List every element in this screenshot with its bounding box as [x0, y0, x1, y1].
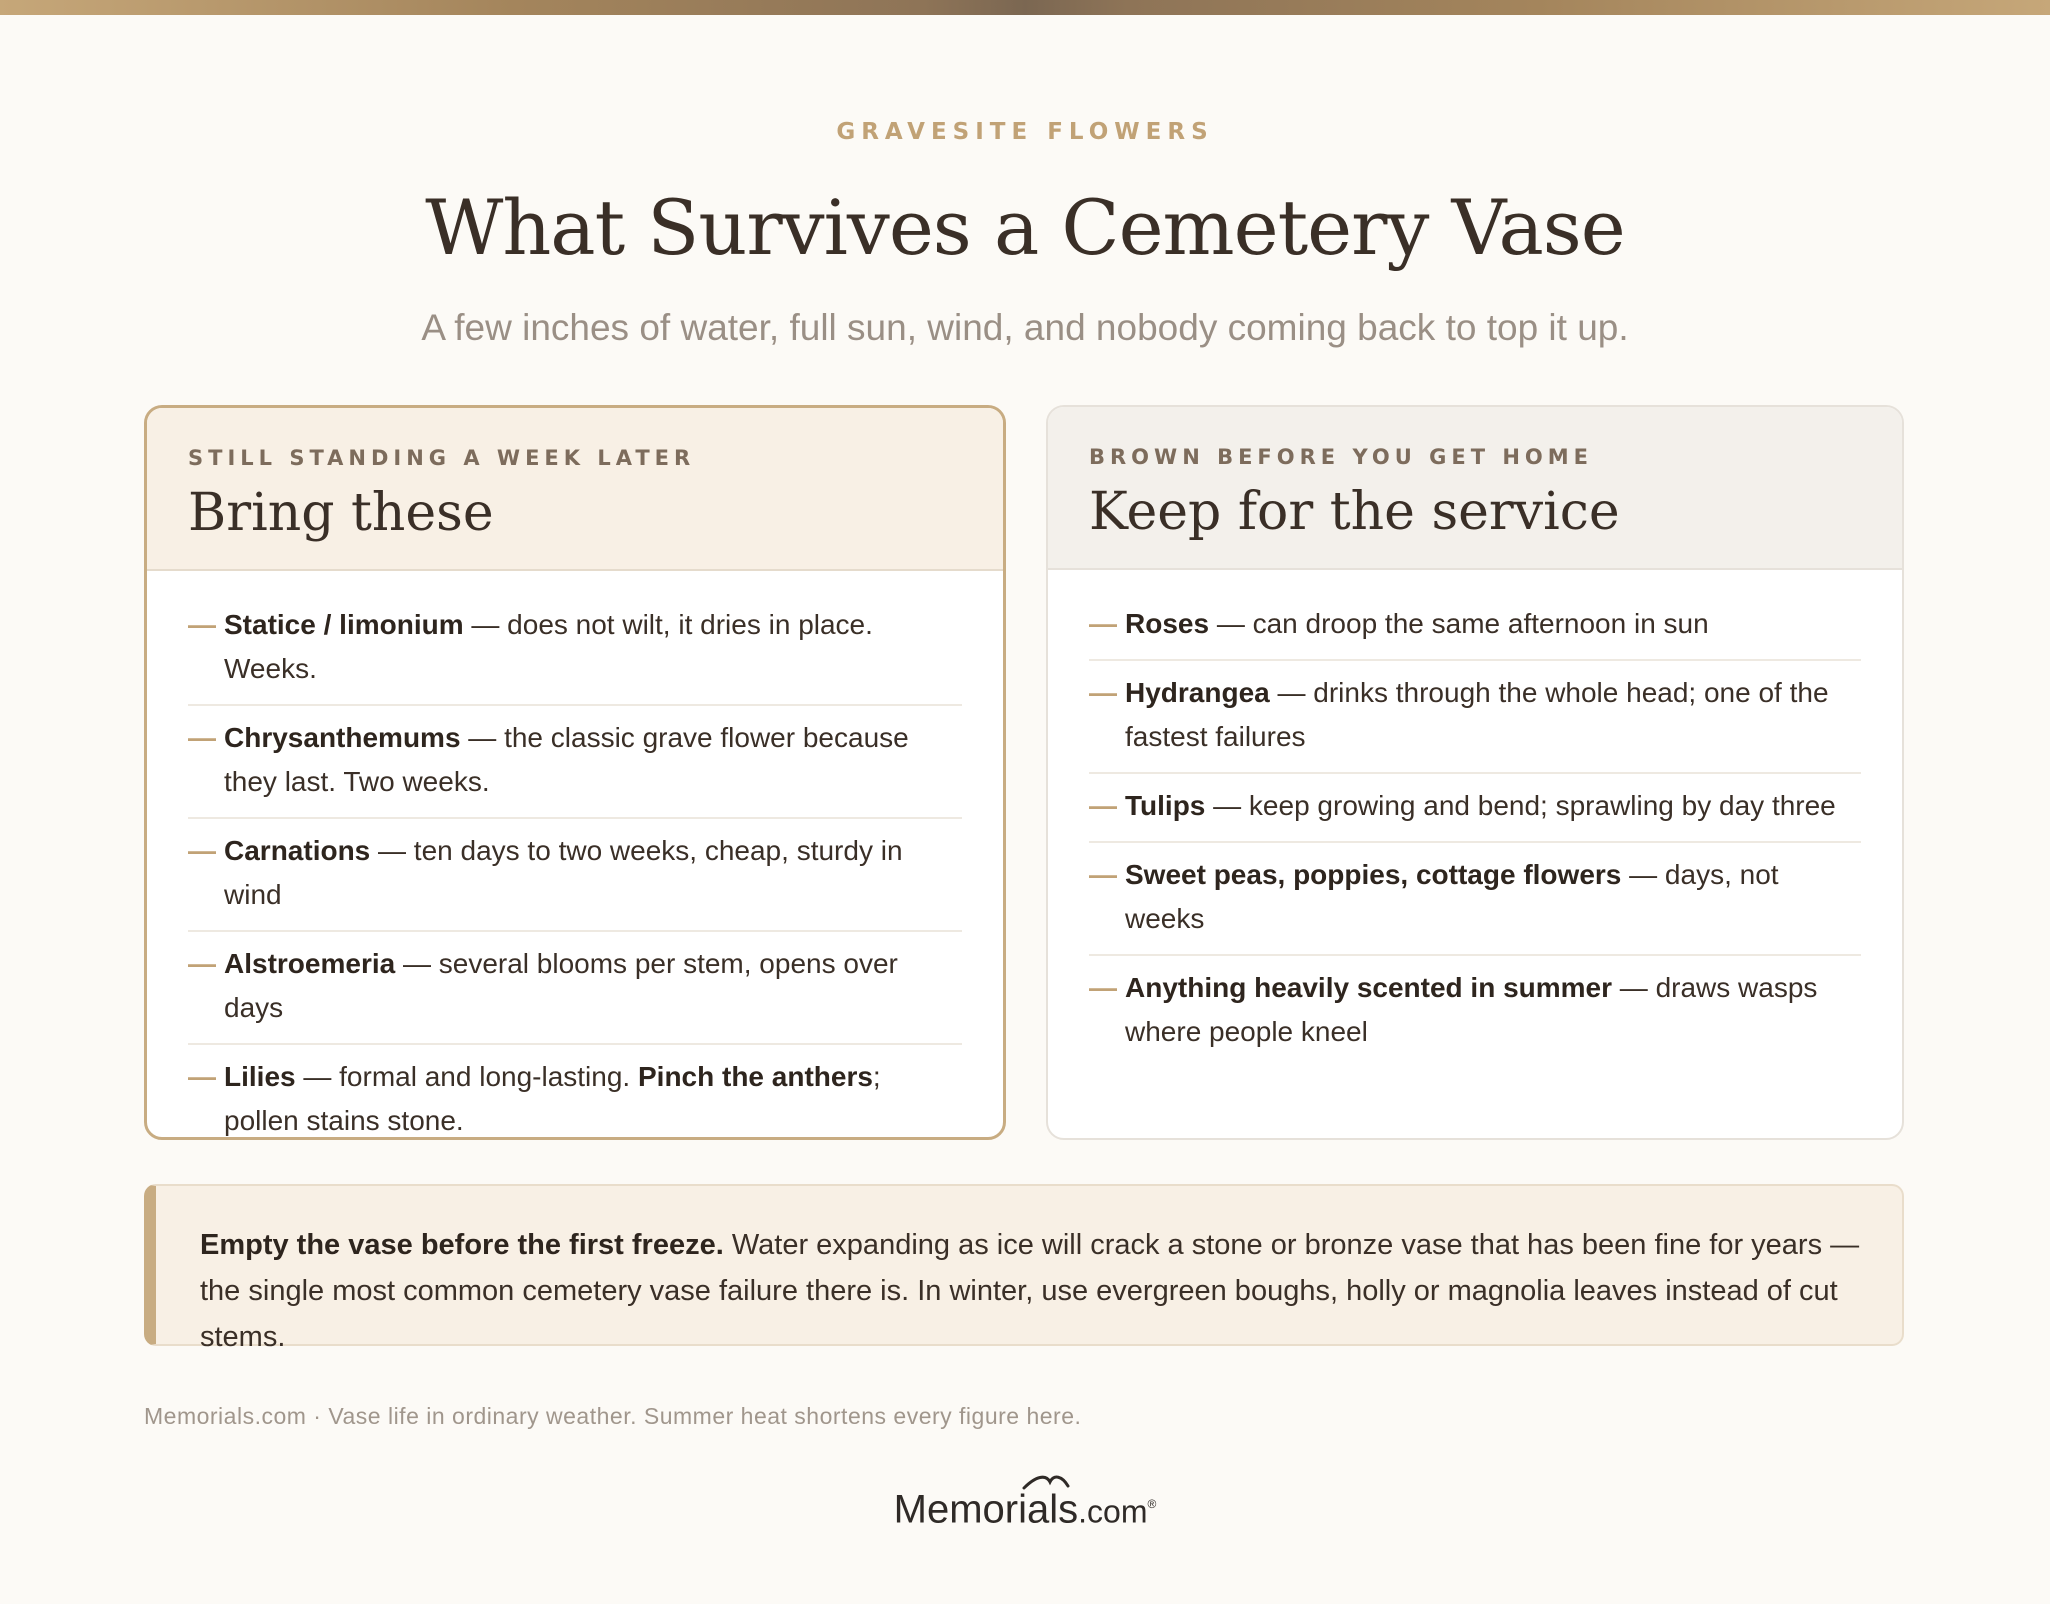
- freeze-warning-callout: [144, 1184, 1904, 1353]
- flower-note: — ten days to two weeks, cheap, sturdy in wind: [224, 835, 903, 910]
- flower-name: Anything heavily scented in summer: [1125, 972, 1613, 1003]
- flower-note: — the classic grave flower because they last. Two weeks.: [224, 722, 909, 797]
- flower-note: — keep growing and bend; sprawling by day three: [1205, 790, 1836, 821]
- flower-note: — several blooms per stem, opens over days: [224, 948, 898, 1023]
- list-item: [1089, 774, 1861, 843]
- dash-bullet: —: [1089, 790, 1117, 821]
- callout-text: Water expanding as ice will crack a stone or bronze vase that has been fine for years — the single most common cemetery vase failure there is. In winter, use evergreen boughs, holly or magnolia leaves instead of cut stems.: [200, 1229, 1860, 1353]
- dash-bullet: —: [188, 835, 216, 866]
- logo-swoosh-icon: [1020, 1472, 1072, 1492]
- flower-name: Tulips: [1125, 790, 1206, 821]
- flower-list: [147, 571, 1003, 1140]
- dash-bullet: —: [188, 722, 216, 753]
- dash-bullet: —: [1089, 972, 1117, 1003]
- dash-bullet: —: [1089, 677, 1117, 708]
- dash-bullet: —: [188, 1061, 216, 1092]
- card-kicker: BROWN BEFORE YOU GET HOME: [1089, 445, 1594, 469]
- flower-name: Chrysanthemums: [224, 722, 461, 753]
- card-title: Keep for the service: [1089, 482, 1620, 542]
- list-item: [1089, 956, 1861, 1067]
- flower-note: — does not wilt, it dries in place. Weeks.: [224, 609, 873, 684]
- memorials-logo: [0, 1474, 2050, 1541]
- list-item: [1089, 661, 1861, 774]
- flower-tip: Pinch the anthers: [637, 1061, 873, 1092]
- card-header: [1048, 407, 1902, 570]
- callout-lead: Empty the vase before the first freeze.: [200, 1229, 724, 1261]
- page-subtitle: A few inches of water, full sun, wind, and nobody coming back to top it up.: [421, 307, 1629, 348]
- flower-name: Carnations: [224, 835, 371, 866]
- logo-suffix: .com: [1078, 1493, 1148, 1530]
- card-header: [147, 408, 1003, 571]
- dash-bullet: —: [1089, 608, 1117, 639]
- list-item: [188, 1045, 962, 1140]
- flower-list: [1048, 570, 1902, 1067]
- flower-name: Hydrangea: [1125, 677, 1270, 708]
- dash-bullet: —: [1089, 859, 1117, 890]
- list-item: [1089, 843, 1861, 956]
- flower-name: Sweet peas, poppies, cottage flowers: [1125, 859, 1622, 890]
- flower-name: Roses: [1125, 608, 1210, 639]
- list-item: [188, 932, 962, 1045]
- logo-wordmark: Memorials: [893, 1487, 1079, 1532]
- flower-note: — can droop the same afternoon in sun: [1209, 608, 1709, 639]
- list-item: [188, 593, 962, 706]
- flower-name: Lilies: [224, 1061, 296, 1092]
- flower-note: — formal and long-lasting.: [295, 1061, 638, 1092]
- bring-these-card: [144, 405, 1006, 1140]
- flower-name: Alstroemeria: [224, 948, 396, 979]
- logo-registered-mark: ®: [1147, 1497, 1157, 1511]
- dash-bullet: —: [188, 609, 216, 640]
- card-title: Bring these: [188, 483, 494, 543]
- dash-bullet: —: [188, 948, 216, 979]
- flower-note: — drinks through the whole head; one of the fastest failures: [1125, 677, 1829, 752]
- flower-note: — draws wasps where people kneel: [1125, 972, 1818, 1047]
- flower-name: Statice / limonium: [224, 609, 464, 640]
- footnote: Memorials.com · Vase life in ordinary weather. Summer heat shortens every figure here.: [144, 1403, 1082, 1429]
- flower-note-cont: ; pollen stains stone.: [224, 1061, 881, 1136]
- flower-note: — days, not weeks: [1125, 859, 1779, 934]
- list-item: [188, 706, 962, 819]
- list-item: [188, 819, 962, 932]
- list-item: [1089, 592, 1861, 661]
- card-kicker: STILL STANDING A WEEK LATER: [188, 446, 696, 470]
- keep-for-service-card: [1046, 405, 1904, 1140]
- page-title: What Survives a Cemetery Vase: [425, 183, 1625, 272]
- top-accent-bar: [0, 0, 2050, 15]
- eyebrow-label: GRAVESITE FLOWERS: [836, 119, 1214, 145]
